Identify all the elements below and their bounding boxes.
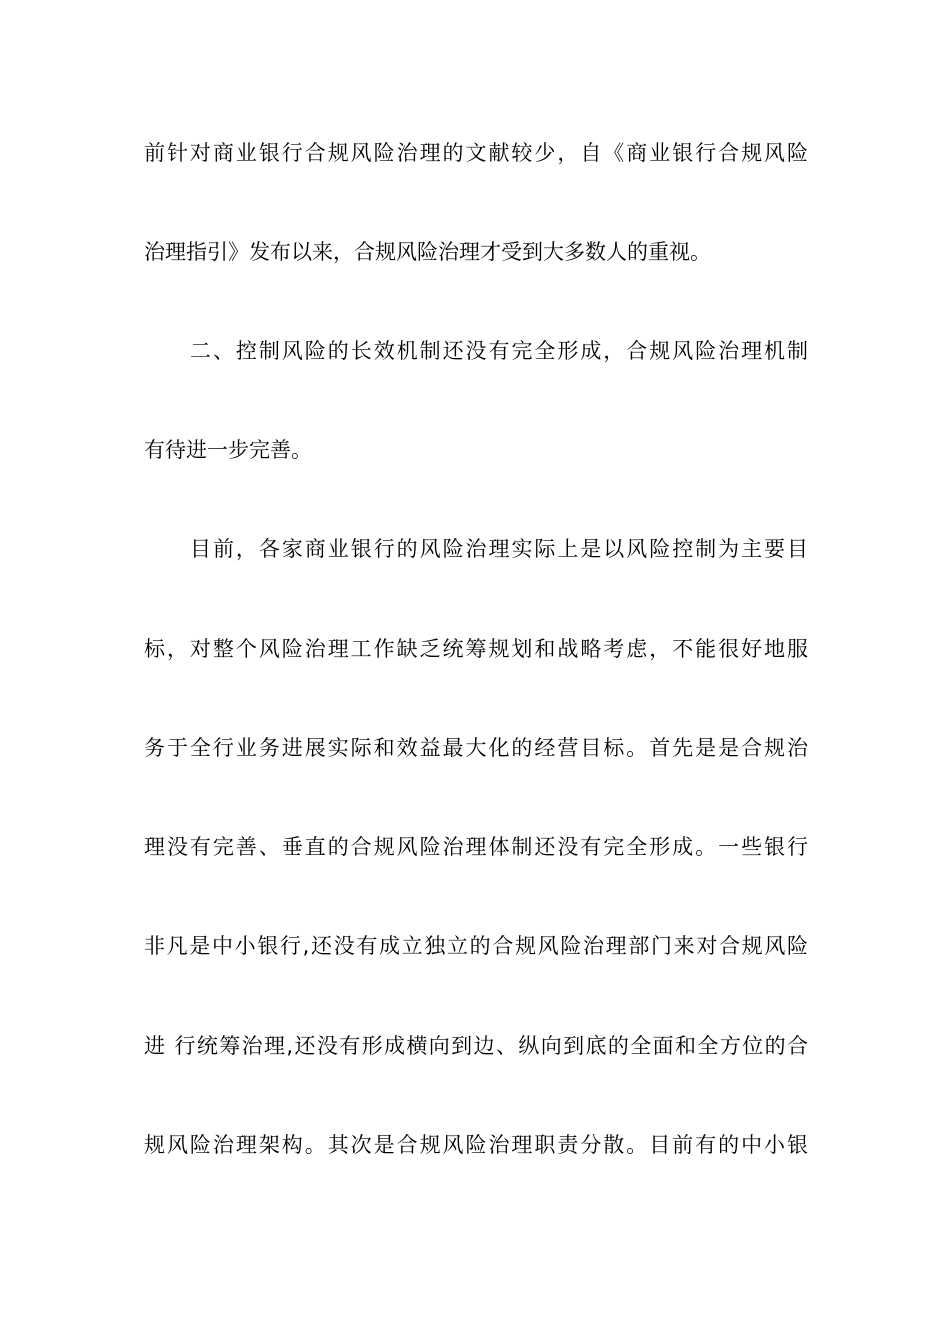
text-line: 非凡是中小银行,还没有成立独立的合规风险治理部门来对合规风险: [144, 934, 808, 958]
text-line: 治理指引》发布以来，合规风险治理才受到大多数人的重视。: [144, 240, 711, 264]
text-line: 理没有完善、垂直的合规风险治理体制还没有完全形成。一些银行: [144, 835, 808, 859]
text-line: 有待进一步完善。: [144, 438, 312, 462]
paragraph-start: 目前，各家商业银行的风险治理实际上是以风险控制为主要目: [190, 537, 808, 561]
text-line: 进 行统筹治理,还没有形成横向到边、纵向到底的全面和全方位的合: [144, 1034, 808, 1058]
text-line: 前针对商业银行合规风险治理的文献较少，自《商业银行合规风险: [144, 141, 808, 165]
paragraph-heading: 二、控制风险的长效机制还没有完全形成，合规风险治理机制: [190, 339, 808, 363]
text-line: 务于全行业务进展实际和效益最大化的经营目标。首先是是合规治: [144, 736, 808, 760]
text-line: 标，对整个风险治理工作缺乏统筹规划和战略考虑，不能很好地服: [144, 637, 808, 661]
text-line: 规风险治理架构。其次是合规风险治理职责分散。目前有的中小银: [144, 1133, 808, 1157]
